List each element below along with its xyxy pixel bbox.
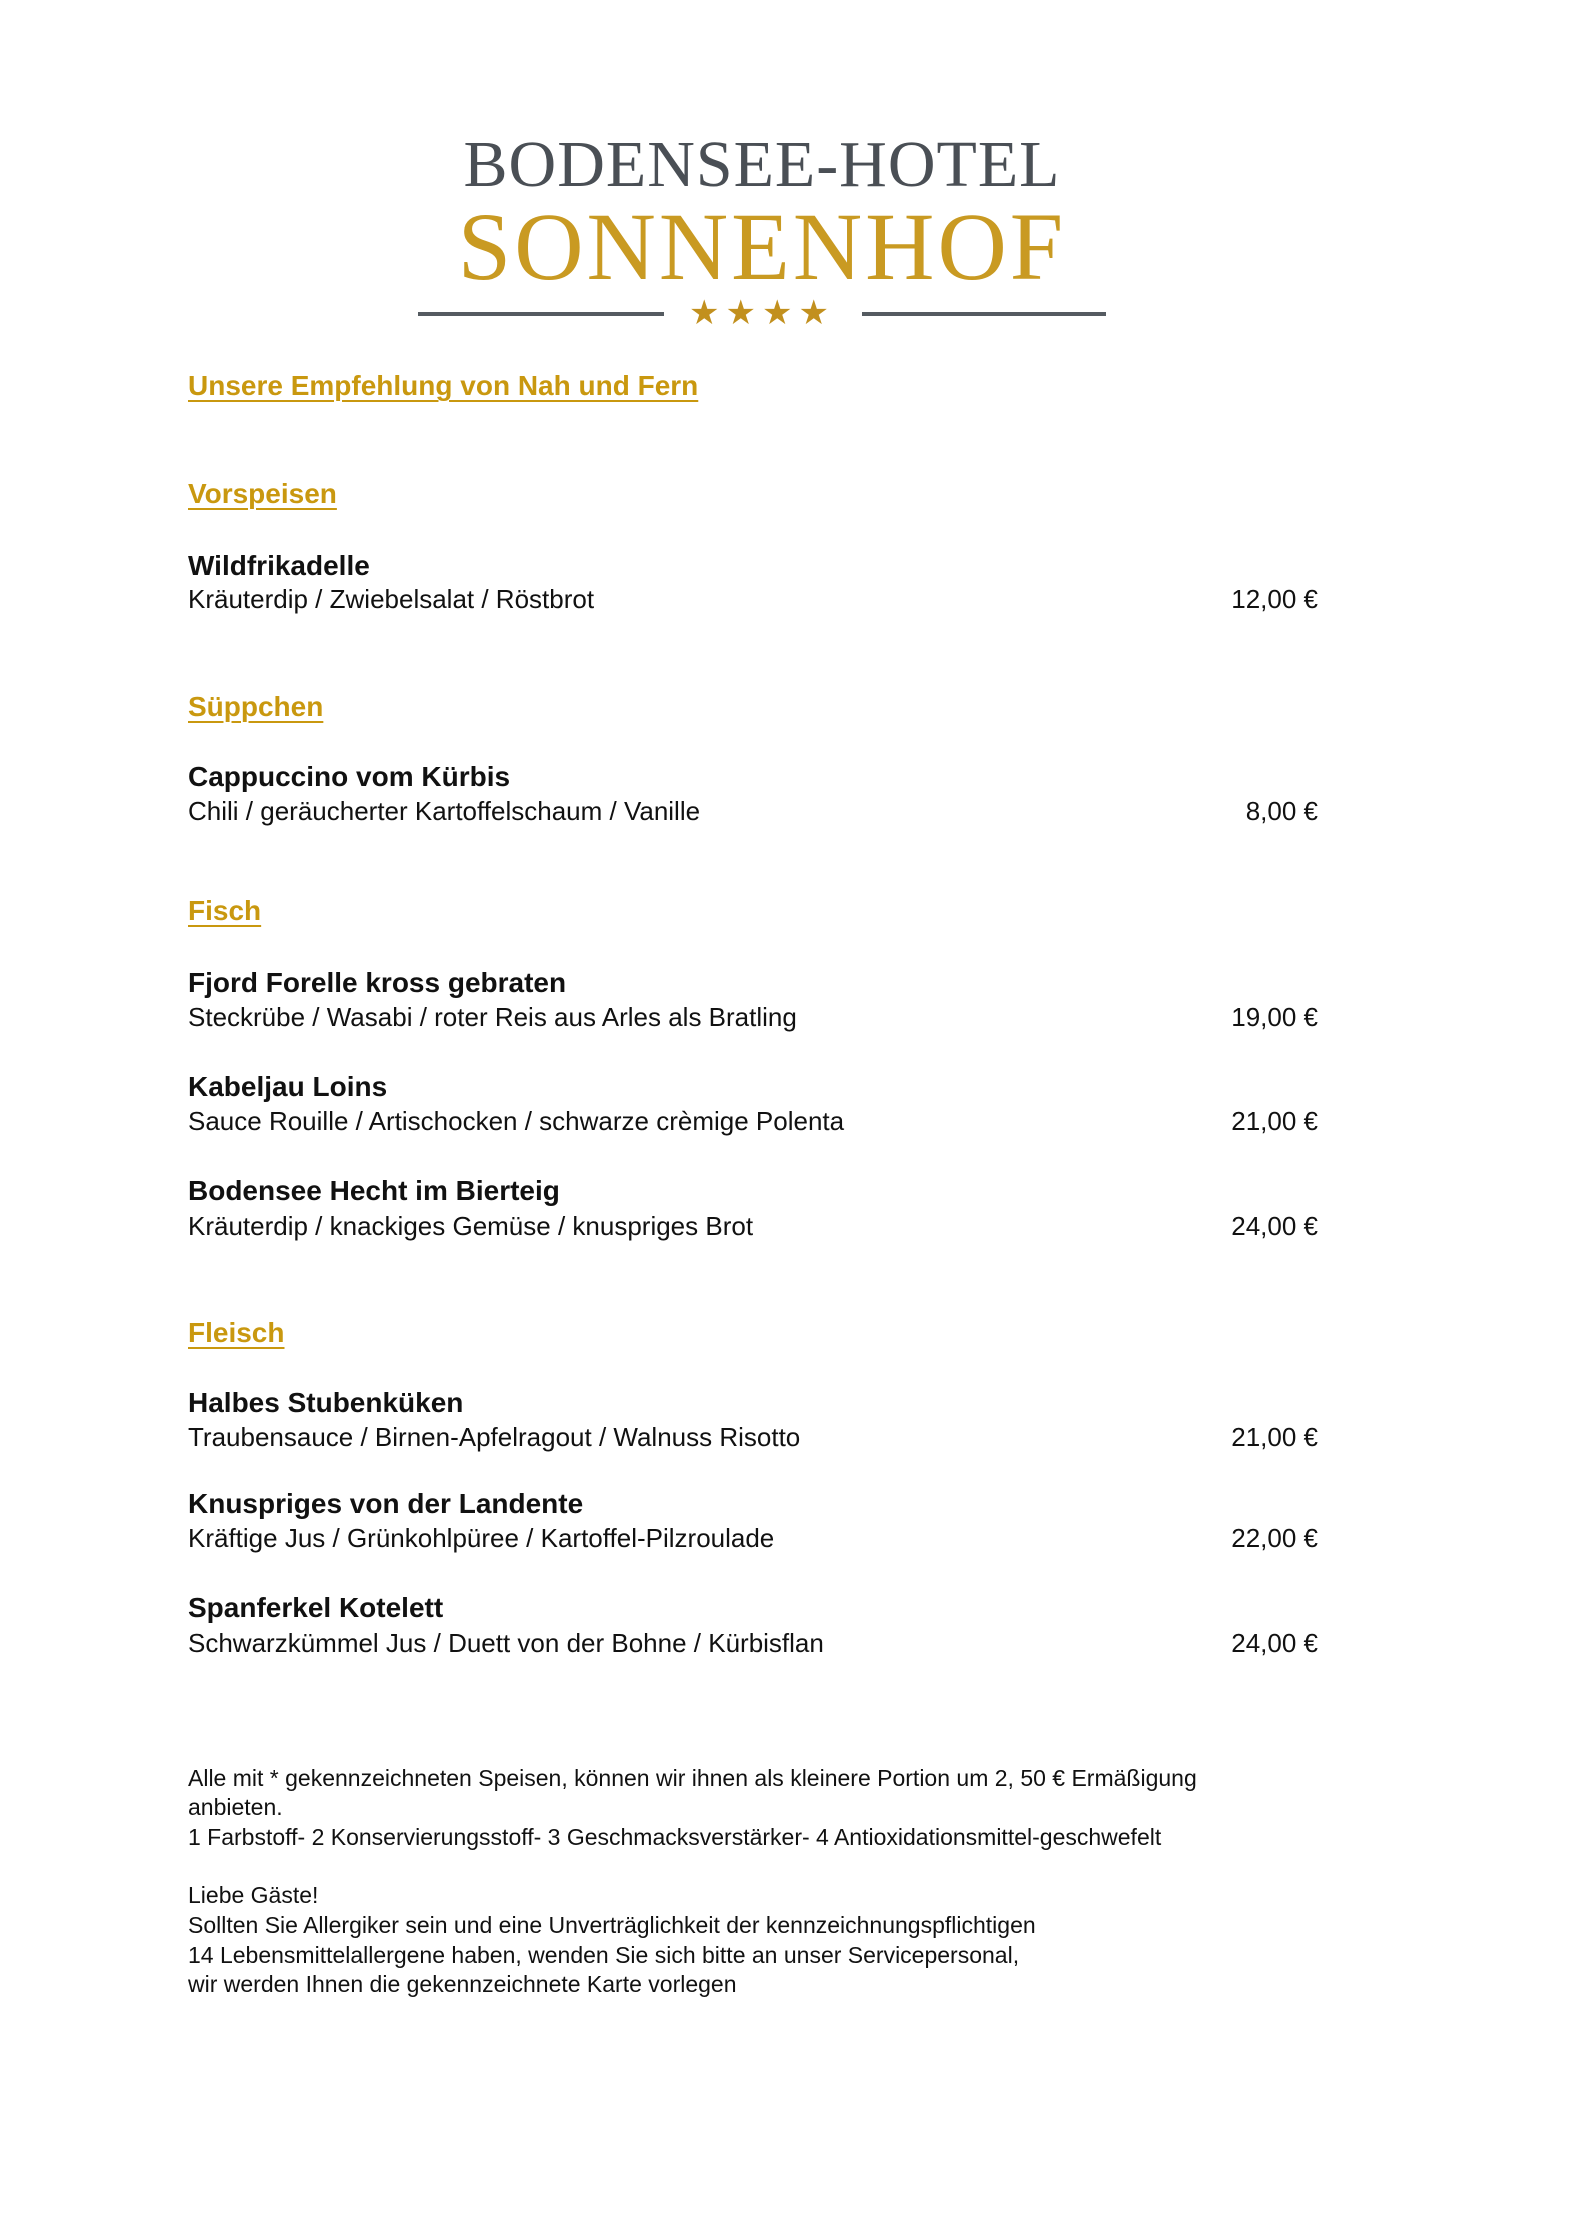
footer-line: wir werden Ihnen die gekennzeichnete Karte vorlegen bbox=[188, 1971, 737, 1997]
dish-name: Bodensee Hecht im Bierteig bbox=[188, 1175, 560, 1206]
dish-name: Wildfrikadelle bbox=[188, 550, 370, 581]
dish-name: Cappuccino vom Kürbis bbox=[188, 761, 511, 792]
star-rating-icon: ★★★★ bbox=[689, 294, 835, 332]
dish-price: 8,00 € bbox=[1245, 796, 1318, 826]
footer-line: 14 Lebensmittelallergene haben, wenden Sie sich bitte an unser Servicepersonal, bbox=[188, 1942, 1020, 1968]
section-title-fisch: Fisch bbox=[188, 895, 262, 926]
dish-price: 21,00 € bbox=[1231, 1106, 1318, 1136]
dish-description: Schwarzkümmel Jus / Duett von der Bohne / Kürbisflan bbox=[188, 1628, 824, 1658]
footer-line: Sollten Sie Allergiker sein und eine Unverträglichkeit der kennzeichnungspflichtigen bbox=[188, 1912, 1036, 1938]
dish-price: 21,00 € bbox=[1231, 1422, 1318, 1452]
dish-description: Traubensauce / Birnen-Apfelragout / Walnuss Risotto bbox=[188, 1422, 801, 1452]
dish-description: Sauce Rouille / Artischocken / schwarze crèmige Polenta bbox=[188, 1106, 845, 1136]
dish-price: 12,00 € bbox=[1231, 584, 1318, 614]
footer-line: 1 Farbstoff- 2 Konservierungsstoff- 3 Geschmacksverstärker- 4 Antioxidationsmittel-geschwefelt bbox=[188, 1824, 1162, 1850]
logo-divider-left bbox=[418, 312, 664, 316]
dish-price: 24,00 € bbox=[1231, 1628, 1318, 1658]
dish-name: Kabeljau Loins bbox=[188, 1071, 388, 1102]
dish-description: Kräuterdip / Zwiebelsalat / Röstbrot bbox=[188, 584, 595, 614]
dish-price: 24,00 € bbox=[1231, 1211, 1318, 1241]
logo-divider-right bbox=[862, 312, 1106, 316]
dish-price: 19,00 € bbox=[1231, 1002, 1318, 1032]
menu-heading: Unsere Empfehlung von Nah und Fern bbox=[188, 370, 699, 401]
footer-line: Liebe Gäste! bbox=[188, 1882, 319, 1908]
footer-line: Alle mit * gekennzeichneten Speisen, können wir ihnen als kleinere Portion um 2, 50 € Ermäßigung bbox=[188, 1765, 1197, 1791]
section-title-fleisch: Fleisch bbox=[188, 1317, 285, 1348]
dish-name: Fjord Forelle kross gebraten bbox=[188, 967, 567, 998]
dish-name: Halbes Stubenküken bbox=[188, 1387, 464, 1418]
section-title-sueppchen: Süppchen bbox=[188, 691, 324, 722]
dish-description: Steckrübe / Wasabi / roter Reis aus Arles als Bratling bbox=[188, 1002, 797, 1032]
footer-line: anbieten. bbox=[188, 1794, 283, 1820]
dish-name: Knuspriges von der Landente bbox=[188, 1488, 584, 1519]
dish-price: 22,00 € bbox=[1231, 1523, 1318, 1553]
dish-name: Spanferkel Kotelett bbox=[188, 1592, 444, 1623]
logo-text-sonnenhof: SONNENHOF bbox=[457, 193, 1067, 300]
dish-description: Chili / geräucherter Kartoffelschaum / Vanille bbox=[188, 796, 701, 826]
dish-description: Kräuterdip / knackiges Gemüse / knuspriges Brot bbox=[188, 1211, 754, 1241]
section-title-vorspeisen: Vorspeisen bbox=[188, 478, 337, 509]
logo-text-bodensee-hotel: BODENSEE-HOTEL bbox=[463, 128, 1061, 201]
dish-description: Kräftige Jus / Grünkohlpüree / Kartoffel-Pilzroulade bbox=[188, 1523, 775, 1553]
